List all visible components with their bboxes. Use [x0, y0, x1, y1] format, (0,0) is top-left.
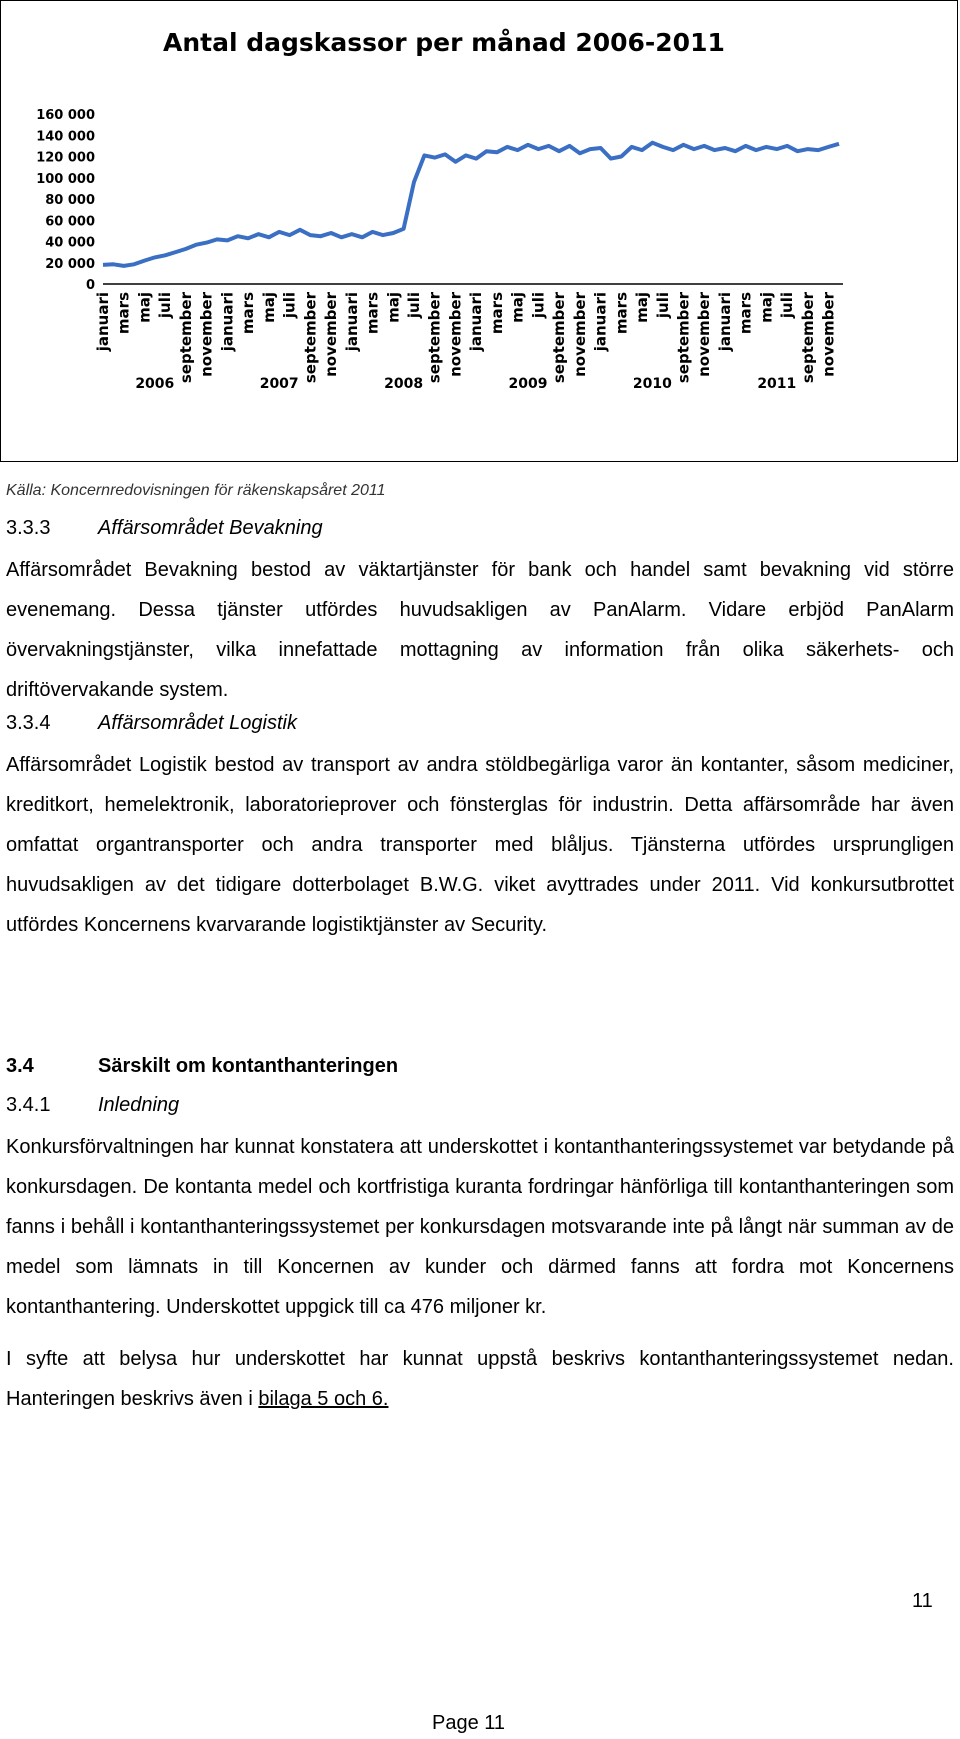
appendix-link[interactable]: bilaga 5 och 6. — [258, 1388, 389, 1410]
x-tick-label: november — [695, 292, 714, 377]
y-tick-label: 60 000 — [45, 214, 95, 230]
x-tick-label: maj — [135, 292, 154, 323]
y-tick-label: 40 000 — [45, 235, 95, 251]
x-tick-label: januari — [467, 292, 486, 352]
year-label: 2010 — [632, 376, 672, 392]
paragraph: Affärsområdet Logistik bestod av transport av andra stöldbegärliga varor än kontanter, såsom mediciner, kreditkort, hemelektronik, laboratorieprover och fönsterglas för industrin. Detta affärsområde har även omfattat organtransporter och andra transporter med blåljus. Tjänsterna utfördes ursprungligen huvudsakligen av det tidigare dotterbolaget B.W.G. viket avyttrades under 2011. Vid konkursutbrottet utfördes Koncernens kvarvarande logistiktjänster av Security. — [6, 754, 954, 936]
year-label: 2008 — [384, 376, 424, 392]
section-heading — [6, 1056, 954, 1076]
x-tick-label: maj — [633, 292, 651, 323]
section-heading — [6, 713, 954, 733]
x-tick-label: november — [197, 292, 216, 377]
figure-caption: Källa: Koncernredovisningen för räkenskapsåret 2011 — [6, 482, 386, 499]
section-3-4-1 — [6, 1095, 954, 1419]
y-tick-label: 20 000 — [45, 256, 95, 272]
paragraph: Affärsområdet Bevakning bestod av väktartjänster för bank och handel samt bevakning vid större evenemang. Dessa tjänster utfördes huvudsakligen av PanAlarm. Vidare erbjöd PanAlarm övervakningstjänster, vilka innefattade mottagning av information från olika säkerhets- och driftövervakande system. — [6, 559, 954, 701]
paragraph — [6, 1339, 954, 1419]
x-tick-label: juli — [405, 292, 423, 319]
y-tick-label: 80 000 — [45, 193, 95, 208]
x-tick-label: september — [798, 292, 817, 384]
x-tick-label: januari — [94, 292, 112, 352]
x-tick-label: september — [674, 292, 693, 384]
x-tick-label: november — [322, 292, 341, 377]
x-tick-label: juli — [529, 292, 548, 319]
x-tick-label: september — [550, 292, 569, 384]
series-line — [103, 143, 839, 266]
x-tick-label: mars — [487, 292, 506, 335]
year-label: 2007 — [259, 376, 299, 392]
section-3-4 — [6, 1056, 954, 1076]
chart-title: Antal dagskassor per månad 2006-2011 — [163, 28, 725, 57]
year-label: 2009 — [508, 376, 548, 392]
x-tick-label: januari — [591, 292, 610, 352]
section-heading — [6, 1095, 954, 1115]
page-footer: Page 11 — [432, 1712, 506, 1734]
x-tick-label: november — [819, 292, 838, 377]
x-tick-label: juli — [280, 292, 299, 319]
paragraph: Konkursförvaltningen har kunnat konstatera att underskottet i kontanthanteringssystemet var betydande på konkursdagen. De kontanta medel och kortfristiga kuranta fordringar hänförliga till kontanthanteringen som fanns i behåll i kontanthanteringssystemet per konkursdagen motsvarande inte på långt när summan av de medel som lämnats in till Koncernen av kunder och därmed fanns att fordra mot Koncernens kontanthantering. Underskottet uppgick till ca 476 miljoner kr. — [6, 1136, 954, 1318]
x-tick-label: november — [570, 292, 589, 377]
x-tick-label: januari — [218, 292, 237, 352]
x-tick-label: mars — [114, 292, 133, 335]
section-number: 3.4 — [6, 1055, 34, 1077]
year-label: 2011 — [757, 376, 797, 392]
y-tick-label: 100 000 — [36, 171, 95, 187]
x-tick-label: september — [425, 292, 444, 384]
section-number: 3.3.3 — [6, 517, 51, 539]
section-title: Affärsområdet Logistik — [98, 712, 297, 734]
section-title: Affärsområdet Bevakning — [98, 517, 323, 539]
y-tick-label: 140 000 — [36, 129, 95, 145]
x-tick-label: mars — [363, 292, 382, 335]
section-number: 3.4.1 — [6, 1094, 51, 1116]
x-tick-label: november — [446, 292, 465, 377]
section-heading — [6, 518, 954, 538]
y-tick-label: 120 000 — [36, 150, 95, 166]
line-chart — [1, 1, 959, 463]
x-tick-label: mars — [612, 292, 631, 335]
section-3-3-4 — [6, 713, 954, 945]
x-tick-label: september — [301, 292, 320, 384]
y-tick-label: 160 000 — [36, 108, 95, 123]
chart-figure — [0, 0, 958, 462]
x-tick-label: maj — [259, 292, 278, 323]
x-tick-label: juli — [156, 292, 175, 319]
x-tick-label: mars — [239, 292, 258, 335]
x-tick-label: maj — [384, 292, 403, 323]
section-number: 3.3.4 — [6, 712, 51, 734]
x-tick-label: juli — [653, 292, 672, 319]
x-tick-label: maj — [757, 292, 776, 323]
page-number: 11 — [912, 1590, 933, 1612]
section-3-3-3 — [6, 518, 954, 710]
section-title: Inledning — [98, 1094, 180, 1116]
x-tick-label: maj — [508, 292, 527, 323]
y-tick-label: 0 — [85, 278, 95, 293]
paragraph-text: I syfte att belysa hur underskottet har kunnat uppstå beskrivs kontanthanteringssystemet nedan. Hanteringen beskrivs även i — [6, 1348, 954, 1410]
x-tick-label: januari — [716, 292, 734, 352]
x-tick-label: juli — [778, 292, 797, 319]
x-tick-label: mars — [736, 292, 755, 335]
section-title: Särskilt om kontanthanteringen — [98, 1055, 399, 1077]
year-label: 2006 — [135, 376, 175, 392]
x-tick-label: september — [176, 292, 195, 384]
x-tick-label: januari — [342, 292, 361, 352]
